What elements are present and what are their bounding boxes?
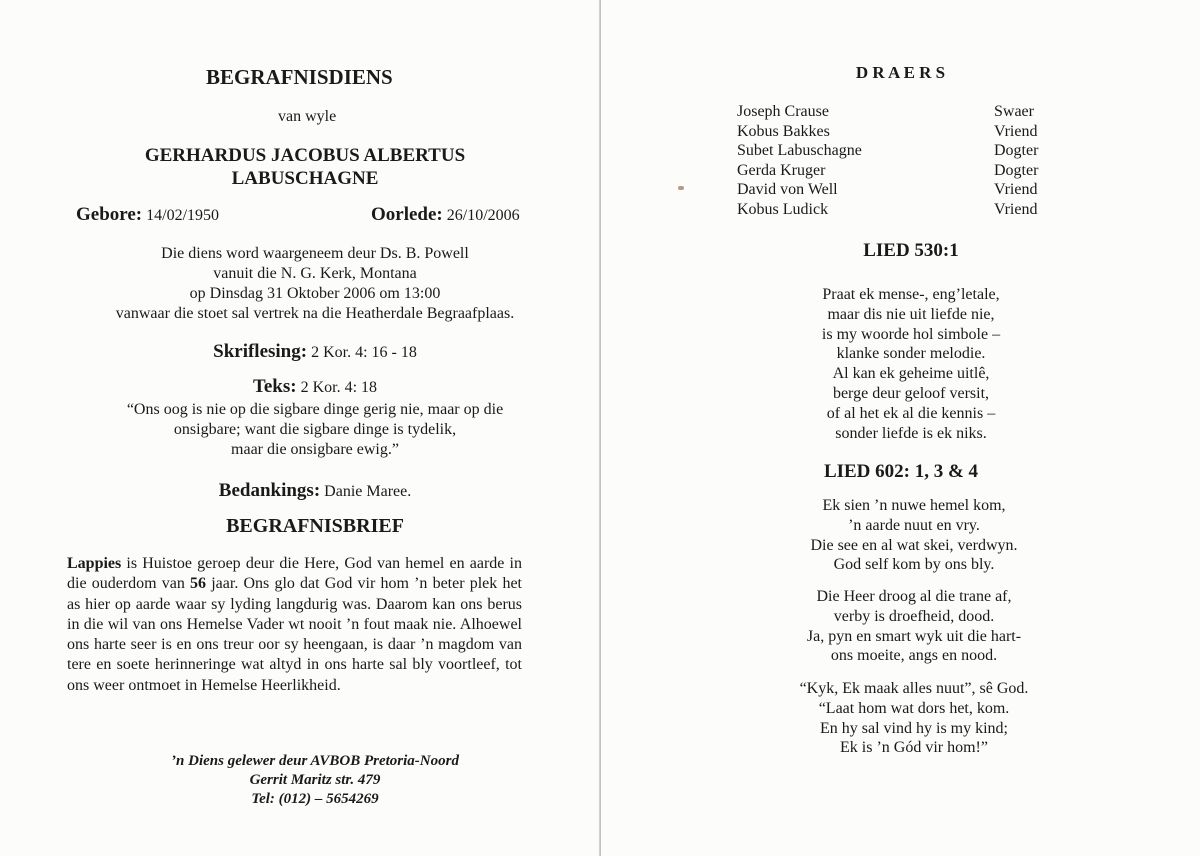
stain-mark xyxy=(678,186,684,190)
deceased-name-line2: LABUSCHAGNE xyxy=(231,168,379,189)
text-label: Teks: xyxy=(252,376,297,397)
footer-line: Gerrit Maritz str. 479 xyxy=(249,772,381,788)
hymn1-verse xyxy=(601,285,1200,443)
service-line: op Dinsdag 31 Oktober 2006 om 13:00 xyxy=(189,285,441,302)
bearer-relation: Vriend xyxy=(994,181,1038,199)
hymn-line: sonder liefde is ek niks. xyxy=(835,424,987,442)
letter-age: 56 xyxy=(190,575,207,593)
bearer-name: Gerda Kruger xyxy=(737,161,826,179)
hymn-line: “Laat hom wat dors het, kom. xyxy=(818,699,1010,717)
born-date: 14/02/1950 xyxy=(146,207,220,224)
service-line: Die diens word waargeneem deur Ds. B. Powell xyxy=(161,245,469,262)
bearer-relation: Dogter xyxy=(994,161,1039,179)
quote-line: “Ons oog is nie op die sigbare dinge gerig nie, maar op die xyxy=(126,401,504,418)
hymn-line: ’n aarde nuut en vry. xyxy=(848,516,980,534)
funeral-letter xyxy=(67,554,522,696)
hymn-line: Ja, pyn en smart wyk uit die hart- xyxy=(806,627,1022,645)
deceased-name-line1: GERHARDUS JACOBUS ALBERTUS xyxy=(144,145,466,166)
thanks-value: Danie Maree. xyxy=(324,483,412,500)
thanks-field xyxy=(40,480,590,502)
died-label: Oorlede: xyxy=(371,204,443,225)
hymn-line: Al kan ek geheime uitlê, xyxy=(832,365,990,383)
hymn-line: verby is droefheid, dood. xyxy=(833,607,995,625)
hymn-line: Die see en al wat skei, verdwyn. xyxy=(810,536,1018,554)
thanks-label: Bedankings: xyxy=(218,480,321,501)
hymn-line: God self kom by ons bly. xyxy=(833,556,995,574)
footer-line: ’n Diens gelewer deur AVBOB Pretoria-Noord xyxy=(171,753,459,769)
hymn2-verse1 xyxy=(601,496,1200,575)
hymn-line: maar dis nie uit liefde nie, xyxy=(827,305,995,323)
hymn2-verse3 xyxy=(601,679,1200,758)
hymn-line: ons moeite, angs en nood. xyxy=(830,647,998,665)
hymn-line: is my woorde hol simbole – xyxy=(821,325,1001,343)
born-label: Gebore: xyxy=(76,204,143,225)
quote-line: onsigbare; want die sigbare dinge is tydelik, xyxy=(173,421,457,438)
hymn-line: Die Heer droog al die trane af, xyxy=(816,588,1012,605)
footer-line: Tel: (012) – 5654269 xyxy=(251,791,379,807)
reading-field xyxy=(40,341,590,363)
bearer-name: Kobus Bakkes xyxy=(737,122,830,140)
service-line: vanwaar die stoet sal vertrek na die Heatherdale Begraafplaas. xyxy=(115,305,515,322)
hymn1-title: LIED 530:1 xyxy=(863,240,959,261)
hymn-line: berge deur geloof versit, xyxy=(832,384,990,402)
hymn-line: En hy sal vind hy is my kind; xyxy=(820,719,1008,737)
hymn-line: Praat ek mense-, eng’letale, xyxy=(822,286,1000,303)
reading-value: 2 Kor. 4: 16 - 18 xyxy=(311,344,417,361)
died-field xyxy=(371,204,520,226)
bearer-name: David von Well xyxy=(737,181,838,199)
quote-line: maar die onsigbare ewig.” xyxy=(231,441,399,458)
bearer-name: Kobus Ludick xyxy=(737,200,829,218)
hymn2-verse2 xyxy=(601,587,1200,666)
hymn-line: klanke sonder melodie. xyxy=(836,345,986,363)
bearer-name: Joseph Crause xyxy=(737,103,829,120)
text-field xyxy=(40,376,590,398)
service-line: vanuit die N. G. Kerk, Montana xyxy=(213,265,417,282)
bearer-relation: Swaer xyxy=(994,103,1034,120)
service-title: BEGRAFNISDIENS xyxy=(206,65,393,89)
hymn-line: Ek is ’n Gód vir hom!” xyxy=(840,739,988,757)
letter-text: is Huistoe geroep deur die Here, God van hemel en aarde in die ouderdom van xyxy=(67,555,522,593)
hymn-line: Ek sien ’n nuwe hemel kom, xyxy=(822,497,1006,514)
hymn2-title: LIED 602: 1, 3 & 4 xyxy=(823,461,979,482)
text-value: 2 Kor. 4: 18 xyxy=(300,379,378,396)
bearer-name: Subet Labuschagne xyxy=(737,142,862,160)
bearer-relation: Vriend xyxy=(994,122,1038,140)
subtitle: van wyle xyxy=(278,108,337,125)
letter-name: Lappies xyxy=(67,555,122,572)
bearers-title: D R A E R S xyxy=(855,63,946,82)
letter-text: jaar. Ons glo dat God vir hom ’n beter plek het as hier op aarde waar sy lyding langdurig was. Daarom kan ons berus in die wil van ons Hemelse Vader wt nooit ’n fout maak nie. Alhoewel ons harte seer is en ons treur oor sy heengaan, is daar ’n magdom van tere en soete herinneringe wat altyd in ons harte sal bly voortleef, tot ons weer ontmoet in Hemelse Heerlikheid. xyxy=(67,575,522,694)
hymn-line: of al het ek al die kennis – xyxy=(826,404,996,422)
letter-title: BEGRAFNISBRIEF xyxy=(226,515,404,537)
bearer-relation: Vriend xyxy=(994,200,1038,218)
reading-label: Skriflesing: xyxy=(213,341,308,362)
bearer-relation: Dogter xyxy=(994,142,1039,160)
born-field xyxy=(76,204,219,226)
died-date: 26/10/2006 xyxy=(446,207,520,224)
hymn-line: “Kyk, Ek maak alles nuut”, sê God. xyxy=(799,680,1029,697)
